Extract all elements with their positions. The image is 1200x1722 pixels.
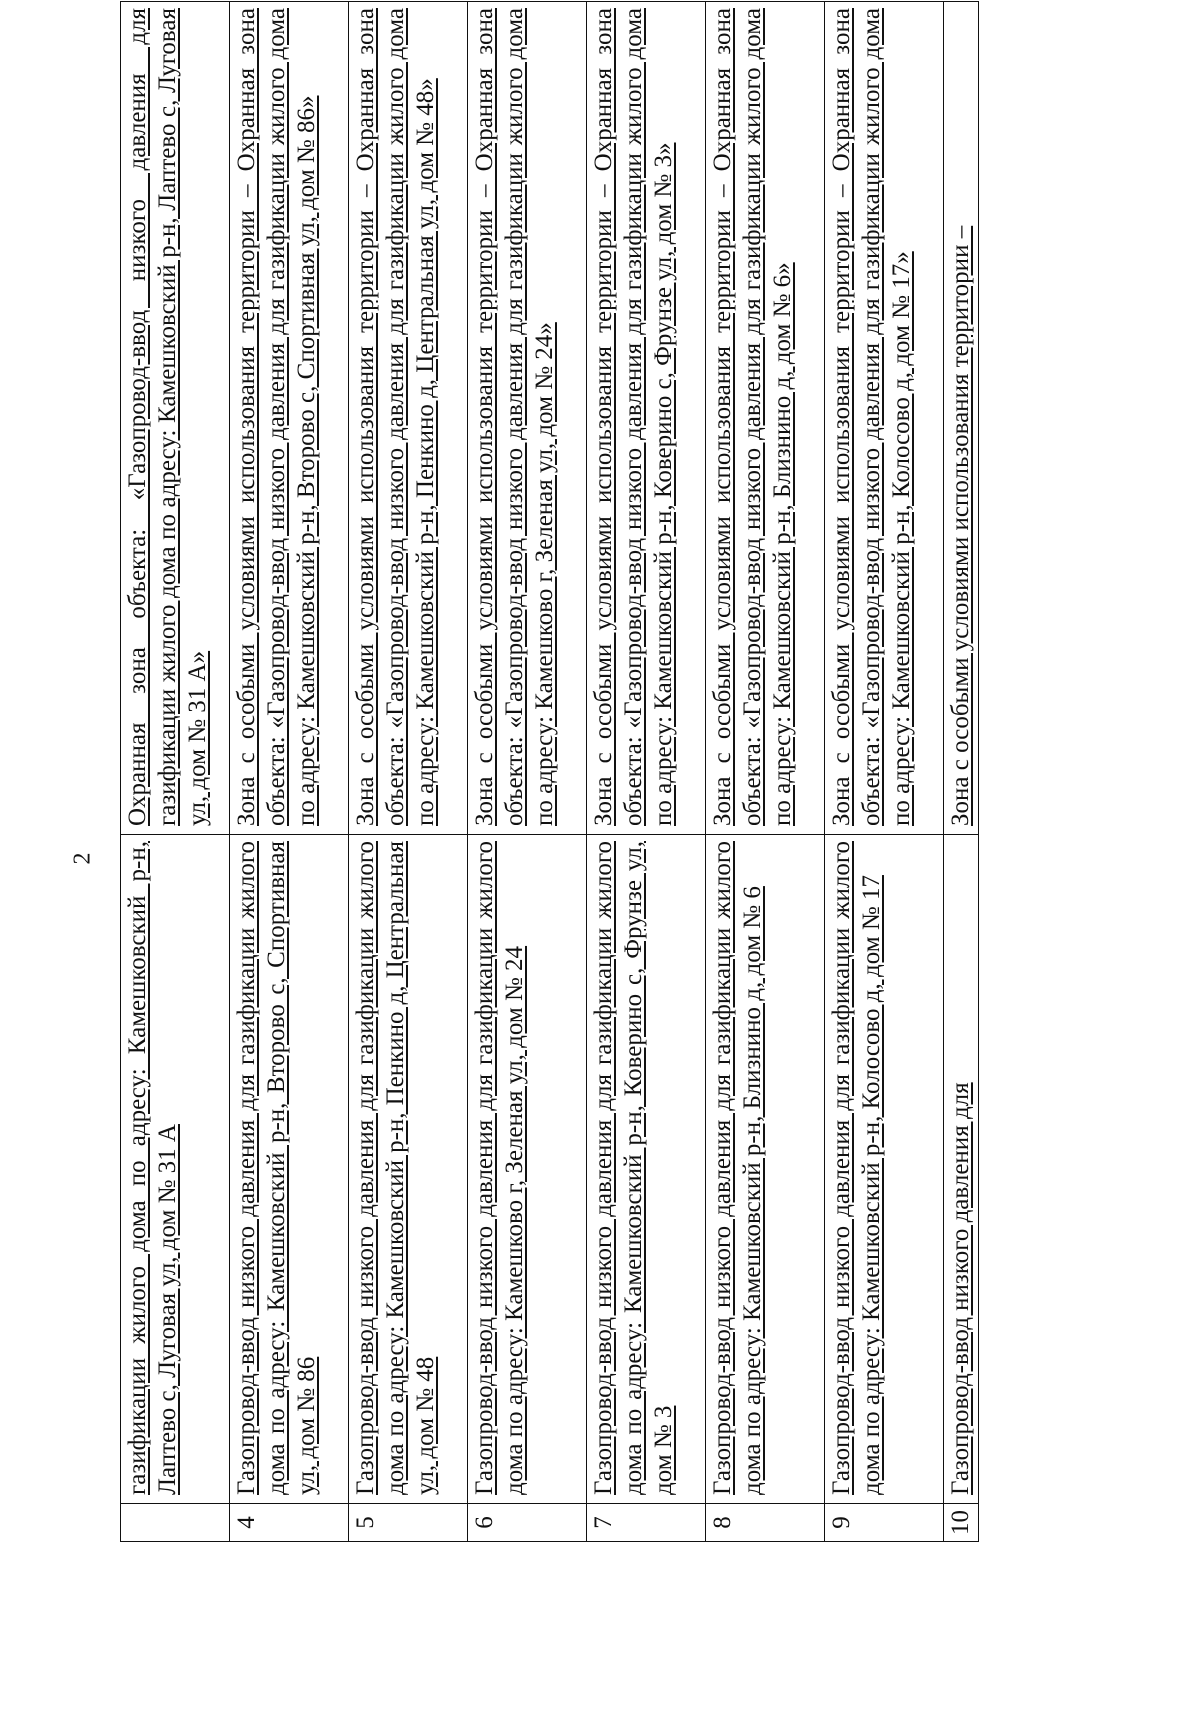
row-number: 4 (230, 1504, 349, 1542)
table-row (121, 2, 230, 1542)
zone-cell (349, 2, 468, 835)
zone-text: Зона с особыми условиями использования территории – Охранная зона объекта: «Газопровод-ввод низкого давления для газификации жилого дома по адресу: Камешково г, Зеленая ул, дом № 24» (471, 8, 558, 826)
zone-cell (468, 2, 587, 835)
object-text: Газопровод-ввод низкого давления для газификации жилого дома по адресу: Камешковский р-н, Колосово д, дом № 17 (828, 841, 885, 1495)
zone-text: Зона с особыми условиями использования территории – Охранная зона объекта: «Газопровод-ввод низкого давления для газификации жилого дома по адресу: Камешковский р-н, Колосово д, дом № 17» (828, 8, 915, 826)
row-number: 6 (468, 1504, 587, 1542)
zone-cell (825, 2, 944, 835)
row-number: 7 (587, 1504, 706, 1542)
object-cell (944, 835, 979, 1504)
table-row (230, 2, 349, 1542)
zone-text: Зона с особыми условиями использования территории – Охранная зона объекта: «Газопровод-ввод низкого давления для газификации жилого дома по адресу: Камешковский р-н, Второво с, Спортивная ул, дом № 86» (233, 8, 320, 826)
zone-text: Зона с особыми условиями использования территории – (947, 225, 974, 826)
row-number: 10 (944, 1504, 979, 1542)
object-text: газификации жилого дома по адресу: Камешковский р-н, Лаптево с, Луговая ул, дом № 31 А (124, 841, 181, 1495)
table-row (587, 2, 706, 1542)
object-text: Газопровод-ввод низкого давления для газификации жилого дома по адресу: Камешковский р-н, Коверино с, Фрунзе ул, дом № 3 (590, 841, 677, 1495)
object-cell (587, 835, 706, 1504)
row-number: 9 (825, 1504, 944, 1542)
object-text: Газопровод-ввод низкого давления для газификации жилого дома по адресу: Камешковский р-н, Близнино д, дом № 6 (709, 841, 766, 1495)
row-number: 5 (349, 1504, 468, 1542)
object-text: Газопровод-ввод низкого давления для газификации жилого дома по адресу: Камешковский р-н, Пенкино д, Центральная ул, дом № 48 (352, 841, 439, 1495)
object-cell (349, 835, 468, 1504)
rotated-content (120, 2, 974, 1542)
row-number: 8 (706, 1504, 825, 1542)
table-row (825, 2, 944, 1542)
table-row (944, 2, 979, 1542)
zone-text: Охранная зона объекта: «Газопровод-ввод низкого давления для газификации жилого дома по адресу: Камешковский р-н, Лаптево с, Луговая ул, дом № 31 А» (124, 8, 211, 826)
row-number (121, 1504, 230, 1542)
zone-cell (230, 2, 349, 835)
zone-text: Зона с особыми условиями использования территории – Охранная зона объекта: «Газопровод-ввод низкого давления для газификации жилого дома по адресу: Камешковский р-н, Пенкино д, Центральная ул, дом № 48» (352, 8, 439, 826)
zones-table (120, 1, 979, 1542)
object-cell (468, 835, 587, 1504)
object-text: Газопровод-ввод низкого давления для газификации жилого дома по адресу: Камешково г, Зеленая ул, дом № 24 (471, 841, 528, 1495)
object-cell (706, 835, 825, 1504)
zone-text: Зона с особыми условиями использования территории – Охранная зона объекта: «Газопровод-ввод низкого давления для газификации жилого дома по адресу: Камешковский р-н, Близнино д, дом № 6» (709, 8, 796, 826)
zone-cell (121, 2, 230, 835)
object-cell (121, 835, 230, 1504)
zone-text: Зона с особыми условиями использования территории – Охранная зона объекта: «Газопровод-ввод низкого давления для газификации жилого дома по адресу: Камешковский р-н, Коверино с, Фрунзе ул, дом № 3» (590, 8, 677, 826)
zone-cell (944, 2, 979, 835)
table-row (349, 2, 468, 1542)
object-text: Газопровод-ввод низкого давления для газификации жилого дома по адресу: Камешковский р-н, Второво с, Спортивная ул, дом № 86 (233, 841, 320, 1495)
table-row (706, 2, 825, 1542)
object-text: Газопровод-ввод низкого давления для (947, 1082, 974, 1495)
object-cell (230, 835, 349, 1504)
zone-cell (587, 2, 706, 835)
object-cell (825, 835, 944, 1504)
table-row (468, 2, 587, 1542)
zone-cell (706, 2, 825, 835)
page-number: 2 (69, 852, 96, 865)
